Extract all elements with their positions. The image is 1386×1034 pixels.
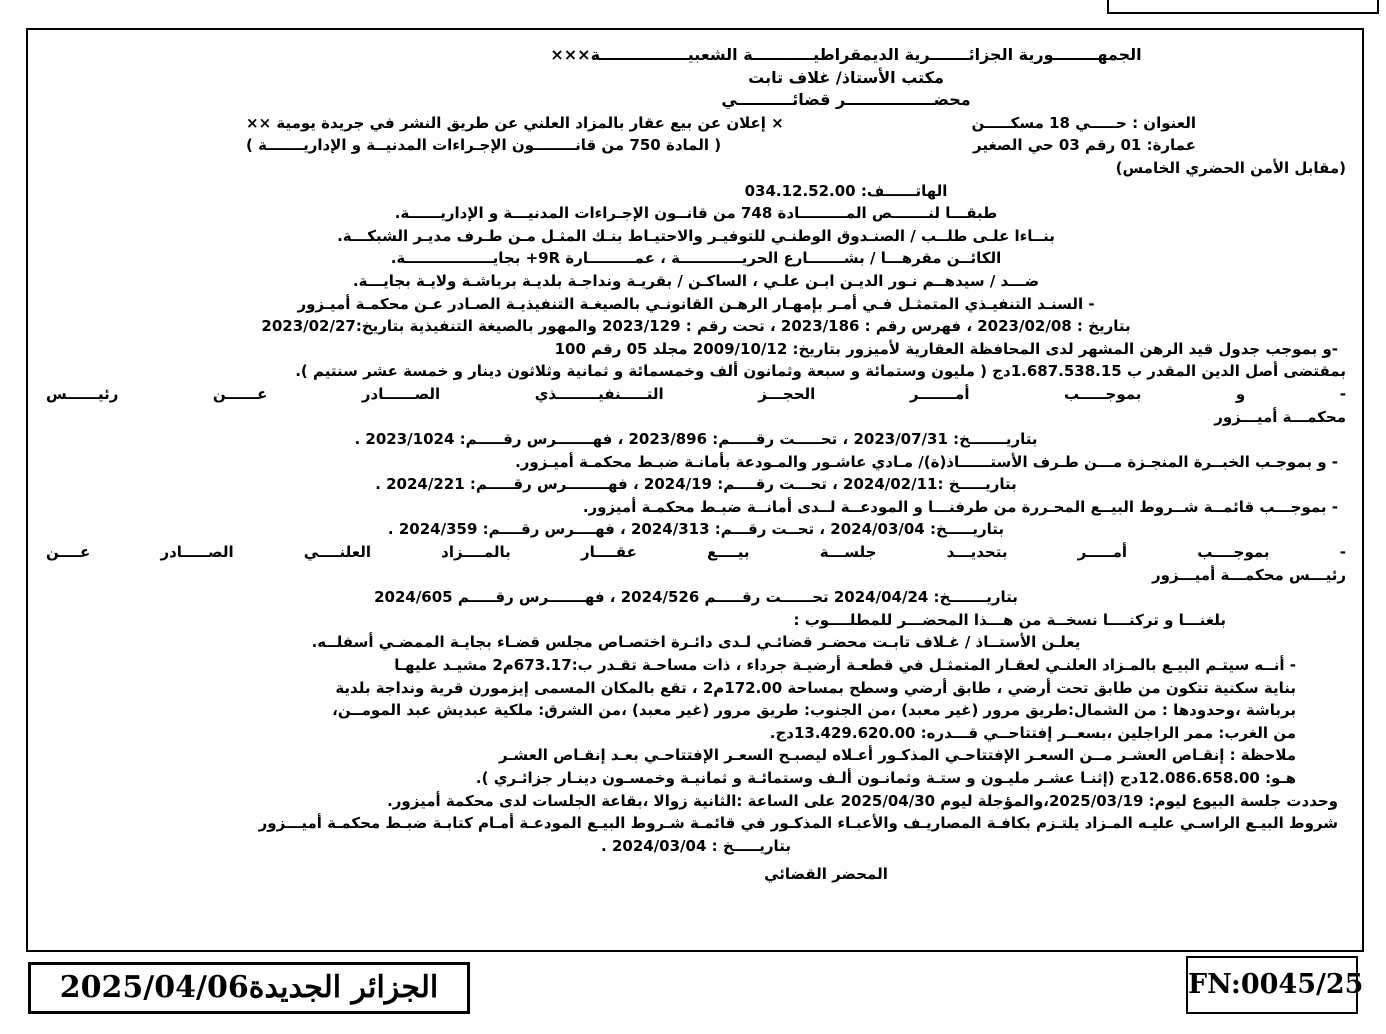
- address-label: العنوان : حـــــي 18 مسكـــــن: [971, 113, 1196, 132]
- body-line: ملاحظة : إنقـاص العشـر مــن السعـر الإفتتاحـي المذكـور أعـلاه ليصبـح السعـر الإفتتاحـي بعـد إنقـاص العشـر: [498, 746, 1296, 765]
- body-line: من الغرب: ممر الراجلين ،بسعــر إفتتاحــي قـــدره: 13.429.620.00دج.: [769, 723, 1296, 742]
- body-line: شروط البيـع الراسـي عليـه المـزاد يلتـزم بكافـة المصاريـف والأعبـاء المذكـور في قائمـة شـروط البيـع المودعـة أمـام كتابـة ضبـط محكمـة أميـــزور: [258, 814, 1338, 833]
- body-line: بتاريـــــــخ: 2024/04/24 تحــــــت رقـــــم 2024/526 ، فهـــــــرس رقـــــم 2024/605: [374, 588, 1018, 607]
- body-line: طبقـــا لنـــــــص المـــــــــادة 748 من قانــون الإجـراءات المدنيـــة و الإداريــــــة.: [394, 204, 998, 223]
- notice-title: × إعلان عن بيع عقار بالمزاد العلني عن طريق النشر في جريدة يومية ××: [246, 113, 784, 132]
- address-notice-row: [46, 112, 1346, 135]
- office-heading: مكتب الأستاذ/ غلاف تابت: [748, 67, 944, 87]
- body-line: الكائــن مقرهـــا / بشـــــــارع الحريــــــــــــة ، عمـــــــــارة 9R+ بجايـــــــــــــــــة.: [390, 249, 1002, 268]
- phone-line: الهاتــــــف: 034.12.52.00: [744, 181, 948, 200]
- body-line: - بموجــــب أمـــــر بتحديـــد جلســـة بيــــع عقــــار بالمــــزاد العلنــــي الصـــــادر عــــن: [46, 543, 1346, 562]
- signature: المحضر القضائي: [764, 865, 888, 884]
- building-address: عمارة: 01 رقم 03 حي الصغير: [973, 136, 1196, 155]
- body-line: محكمـــة أميـــزور: [1214, 407, 1346, 426]
- opposite-note: (مقابل الأمن الحضري الخامس): [1115, 158, 1346, 177]
- top-corner-box: [1107, 0, 1379, 14]
- body-line: بتاريـــــــخ: 2023/07/31 ، تحـــــت رقـــــم: 2023/896 ، فهـــــــرس رقـــــم: 2023/1024 .: [354, 430, 1038, 449]
- body-line: بناية سكنية تتكون من طابق تحت أرضي ، طابق أرضي وسطح بمساحة 172.00م2 ، تقع بالمكان المسمى إيزمورن قرية ونداجة بلدية: [335, 678, 1296, 697]
- body-line: وحددت جلسة البيوع ليوم: 2025/03/19،والمؤجلة ليوم 2025/04/30 على الساعة :الثانية زوالا ،بقاعة الجلسات لدى محكمة أميزور.: [387, 791, 1338, 810]
- body-line: يعلـن الأستــاذ / غـلاف تابـت محضـر قضائـي لـدى دائـرة اختصـاص مجلس قضـاء بجايـة الممضـي أسفلــه.: [311, 633, 1081, 652]
- body-line: - و بموجـب الخبــرة المنجـزة مـــن طـرف الأستــــــاذ(ة)/ مـادي عاشـور والمـودعة بأمانـة ضبـط محكمـة أميـزور.: [515, 452, 1338, 471]
- building-article-row: [46, 134, 1346, 157]
- body-line: بنــاءا علـى طلــب / الصنـدوق الوطنـي للتوفيـر والاحتيـاط بنـك المثـل مـن طـرف مديـر الشبكـــة.: [337, 226, 1055, 245]
- body-line: بتاريـــــخ: 2024/03/04 ، تحــت رقـــم: 2024/313 ، فهــــرس رقــــم: 2024/359 .: [387, 520, 1005, 539]
- body-line: - بموجـــب قائمــة شــروط البيــع المحـررة من طرفنـــا و المودعــة لــدى أمانــة ضبـط محكمـة أميزور.: [582, 497, 1338, 516]
- fn-box: FN:0045/25: [1186, 956, 1358, 1014]
- notice-article: ( المادة 750 من قانــــــــون الإجـراءات المدنيــة و الإداريـــــــة ): [246, 136, 722, 155]
- body-line: رئيـــس محكمـــة أميـــزور: [1152, 565, 1346, 584]
- body-line: -و بموجب جدول قيد الرهن المشهر لدى المحافظة العقارية لأميزور بتاريخ: 2009/10/12 مجلد 05 رقم 100: [554, 339, 1338, 358]
- body-line: ضـــد / سيدهــم نـور الديـن ابـن علـي ، الساكـن / بقريـة ونداجـة بلديـة برباشـة ولايـة بجايـــة.: [352, 271, 1040, 290]
- body-line: هـو: 12.086.658.00دج (إثنـا عشـر مليـون و ستـة وثمانـون ألـف وستمائـة و ثمانيـة وخمسـون دينـار جزائـري ).: [475, 769, 1296, 787]
- body-line: بمقتضى أصل الدين المقدر ب 1.687.538.15دج ( مليون وستمائة و سبعة وثمانون ألف وخمسمائة و ثمانية وثلاثون دينار و خمسة عشر سنتيم ).: [295, 362, 1346, 381]
- body-line: - و بموجـــــب أمـــــــر الحجـــز التـــــنفيــــــــذي الصــــــادر عــــــن رئيــــــس: [46, 384, 1346, 403]
- body-line: بتاريـــــخ :2024/02/11 ، تحـــت رقــــم: 2024/19 ، فهــــــــرس رقـــــم: 2024/221 .: [375, 475, 1017, 494]
- body-line: - أنــه سيتـم البيـع بالمـزاد العلنـي لعقـار المتمثـل في قطعـة أرضيـة جرداء ، ذات مساحـة تقـدر ب:673.17م2 مشيـد عليهـا: [394, 656, 1296, 675]
- republic-heading: الجمهــــــــورية الجزائـــــــرية الديمقراطيـــــــــــة الشعبيــــــــــــــــة×××: [550, 45, 1142, 64]
- body-line: برباشة ،وحدودها : من الشمال:طريق مرور (غير معبد) ،من الجنوب: طريق مرور (غير معبد) ،من الشرق: ملكية عبديش عبد المومــن،: [332, 701, 1296, 720]
- bailiff-title: محضــــــــــــــــر قضائــــــــــي: [721, 90, 971, 110]
- body-line: - السنـد التنفيـذي المتمثـل فـي أمـر بإمهـار الرهـن القانونـي بالصيغـة التنفيذيـة الصـادر عـن محكمـة أميـزور: [297, 294, 1095, 313]
- body-line: بتاريخ : 2023/02/08 ، فهرس رقم : 2023/186 ، تحت رقم : 2023/129 والمهور بالصيغة التنفيذية بتاريخ:2023/02/27: [261, 317, 1131, 336]
- document-content: [46, 44, 1346, 886]
- newspaper-date-box: الجزائر الجديدة2025/04/06: [28, 962, 470, 1014]
- body-line: بلغنـــا و تركنــــا نسخــة من هـــذا المحضـــر للمطلــــوب :: [793, 610, 1226, 629]
- body-line: بتاريـــــخ : 2024/03/04 .: [601, 836, 791, 855]
